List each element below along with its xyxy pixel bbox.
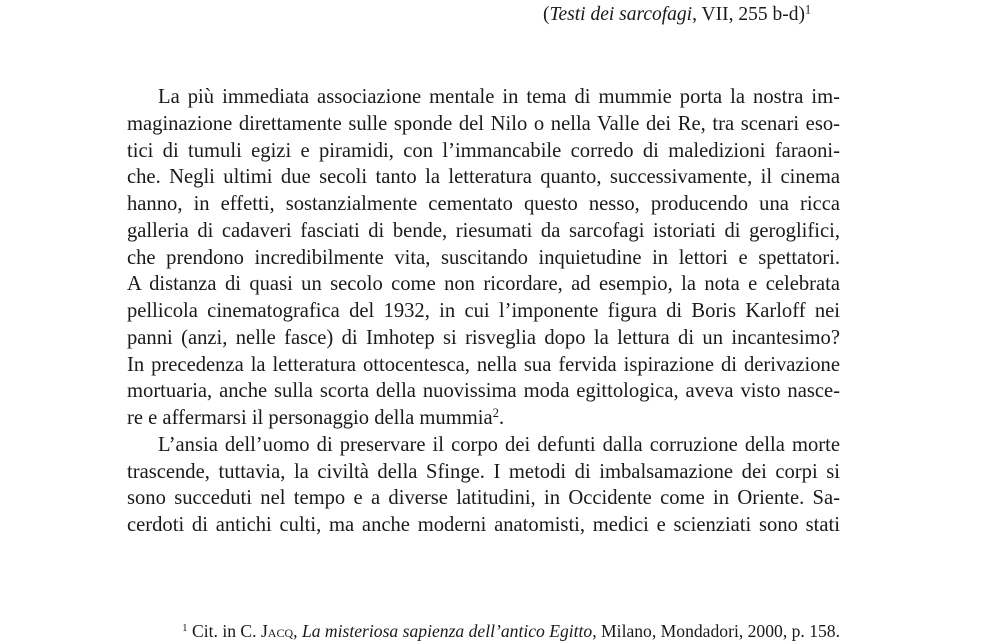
text-line: La più immediata associazione mentale in tema di mummie porta la nostra im- bbox=[158, 86, 840, 108]
footnote-number: 1 bbox=[182, 622, 188, 634]
sentence-end: . bbox=[499, 407, 505, 429]
text-line: che prendono incredibilmente vita, suscitando inquietudine in lettori e spettatori. bbox=[127, 246, 840, 269]
epigraph-open: ( bbox=[542, 4, 550, 25]
text-line: A distanza di quasi un secolo come non ricordare, ad esempio, la nota e celebrata bbox=[127, 273, 840, 296]
footnote-1 bbox=[127, 620, 840, 642]
epigraph-citation bbox=[0, 2, 811, 28]
text-line: sono succeduti nel tempo e a diverse latitudini, in Occidente come in Oriente. Sa- bbox=[127, 487, 840, 510]
text-line: pellicola cinematografica del 1932, in cui l’imponente figura di Boris Karloff nei bbox=[127, 300, 840, 322]
text-line: L’ansia dell’uomo di preservare il corpo dei defunti dalla corruzione della morte bbox=[158, 433, 840, 456]
text-line-last bbox=[127, 405, 840, 432]
text-line: tici di tumuli egizi e piramidi, con l’immancabile corredo di maledizioni faraoni- bbox=[127, 139, 840, 162]
text-line: galleria di cadaveri fasciati di bende, riesumati da sarcofagi istoriati di geroglifici, bbox=[127, 219, 840, 242]
footnote-sep: , bbox=[293, 621, 302, 641]
text-line: hanno, in effetti, sostanzialmente cementato questo nesso, producendo una ricca bbox=[127, 193, 840, 215]
footnote-rest: , Milano, Mondadori, 2000, p. 158. bbox=[592, 621, 840, 641]
text-line: che. Negli ultimi due secoli tanto la letteratura quanto, successivamente, il cinema bbox=[127, 166, 840, 189]
text-line: maginazione direttamente sulle sponde del Nilo o nella Valle dei Re, tra scenari eso- bbox=[127, 112, 840, 135]
epigraph-title: Testi dei sarcofagi bbox=[549, 4, 693, 25]
footnote-author: Jacq bbox=[260, 621, 294, 641]
footnote-ref-1[interactable]: 1 bbox=[804, 2, 811, 17]
footnote-title: La misteriosa sapienza dell’antico Egitto bbox=[301, 621, 593, 641]
text-line: In precedenza la letteratura ottocentesca, nella sua fervida ispirazione di derivazione bbox=[127, 353, 840, 376]
text-line: cerdoti di antichi culti, ma anche moderni anatomisti, medici e scienziati sono stati bbox=[127, 514, 840, 536]
epigraph-rest: , VII, 255 b-d) bbox=[692, 4, 805, 25]
footnote-prefix: Cit. in C. bbox=[187, 621, 261, 641]
text-line: panni (anzi, nelle fasce) di Imhotep si risveglia dopo la lettura di un incantesimo? bbox=[127, 326, 840, 349]
body-text bbox=[127, 84, 840, 539]
footnote-ref-2[interactable]: 2 bbox=[492, 405, 499, 420]
text-line-content: re e affermarsi il personaggio della mummia bbox=[127, 407, 493, 429]
text-line: trascende, tuttavia, la civiltà della Sfinge. I metodi di imbalsamazione dei corpi si bbox=[127, 460, 840, 483]
text-line: mortuaria, anche sulla scorta della nuovissima moda egittologica, aveva visto nasce- bbox=[127, 380, 840, 403]
